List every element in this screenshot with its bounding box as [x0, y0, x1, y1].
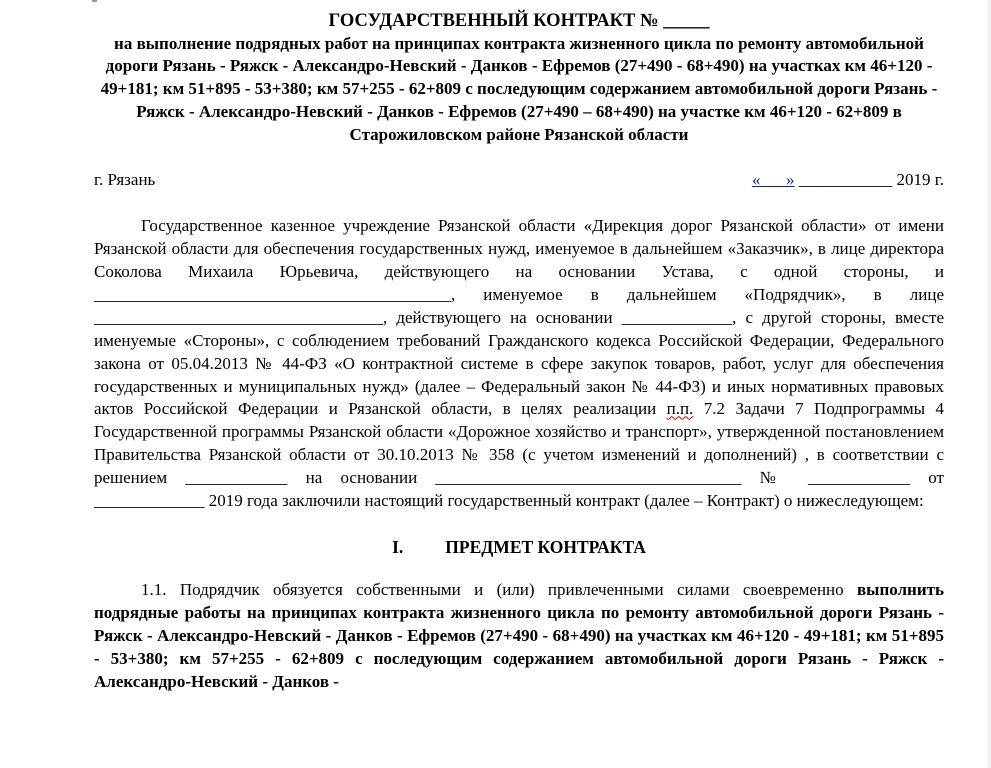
document-page [94, 0, 944, 694]
preamble-text-part1: Государственное казенное учреждение Рязанской области «Дирекция дорог Рязанской области» от имени Рязанской области для обеспечения государственных нужд, именуемое в дальнейшем «Заказчик», в лице директора Соколова Михаила Юрьевича, действующего на основании Устава, с одной стороны, и __________________________________________, именуемое в дальнейшем «Подрядчик», в лице __________________________________, действующего на основании _____________, с другой стороны, вместе именуемые «Стороны», с соблюдением требований Гражданского кодекса Российской Федерации, Федерального закона от 05.04.2013 № 44-ФЗ «О контрактной системе в сфере закупок товаров, работ, услуг для обеспечения государственных и муниципальных нужд» (далее – Федеральный закон № 44-ФЗ) и иных нормативных правовых актов Российской Федерации и Рязанской области, в целях реализации [94, 216, 944, 419]
place-date-row [94, 169, 944, 191]
date-month-year: ___________ 2019 г. [794, 170, 944, 190]
section-title: ПРЕДМЕТ КОНТРАКТА [445, 537, 646, 557]
preamble-text-part2: 7.2 Задачи 7 Подпрограммы 4 Государственной программы Рязанской области «Дорожное хозяйство и транспорт», утвержденной постановлением Правительства Рязанской области от 30.10.2013 № 358 (с учетом изменений и дополнений) , в соответствии с решением ____________ на основании ____________________________________ № ____________ от _____________ 2019 года заключили настоящий государственный контракт (далее – Контракт) о нижеследующем: [94, 399, 944, 511]
contract-date [752, 169, 944, 191]
section-heading [94, 535, 944, 559]
clause-1-1-lead: 1.1. Подрядчик обязуется собственными и (или) привлеченными силами своевременно [141, 580, 857, 599]
clause-1-1 [94, 579, 944, 694]
contract-title [94, 0, 944, 146]
clause-1-1-subject: выполнить подрядные работы на принципах контракта жизненного цикла по ремонту автомобильной дороги Рязань - Ряжск - Александро-Невский - Данков - Ефремов (27+490 - 68+490) на участках км 46+120 - 49+181; км 51+895 - 53+380; км 57+255 - 62+809 с последующим содержанием автомобильной дороги Рязань - Ряжск - Александро-Невский - Данков - [94, 580, 944, 691]
preamble-pp-abbr: п.п. [666, 399, 694, 419]
date-day: «___» [751, 170, 795, 190]
contract-title-line1: ГОСУДАРСТВЕННЫЙ КОНТРАКТ № _____ [328, 11, 710, 31]
contract-title-subject: на выполнение подрядных работ на принципах контракта жизненного цикла по ремонту автомобильной дороги Рязань - Ряжск - Александро-Невский - Данков - Ефремов (27+490 - 68+490) на участках км 46+120 - 49+181; км 51+895 - 53+380; км 57+255 - 62+809 с последующим содержанием автомобильной дороги Рязань - Ряжск - Александро-Невский - Данков - Ефремов (27+490 – 68+490) на участке км 46+120 - 62+809 в Старожиловском районе Рязанской области [100, 33, 938, 144]
preamble-paragraph [94, 215, 944, 513]
section-number: I. [392, 537, 404, 557]
place-city: г. Рязань [94, 170, 156, 190]
